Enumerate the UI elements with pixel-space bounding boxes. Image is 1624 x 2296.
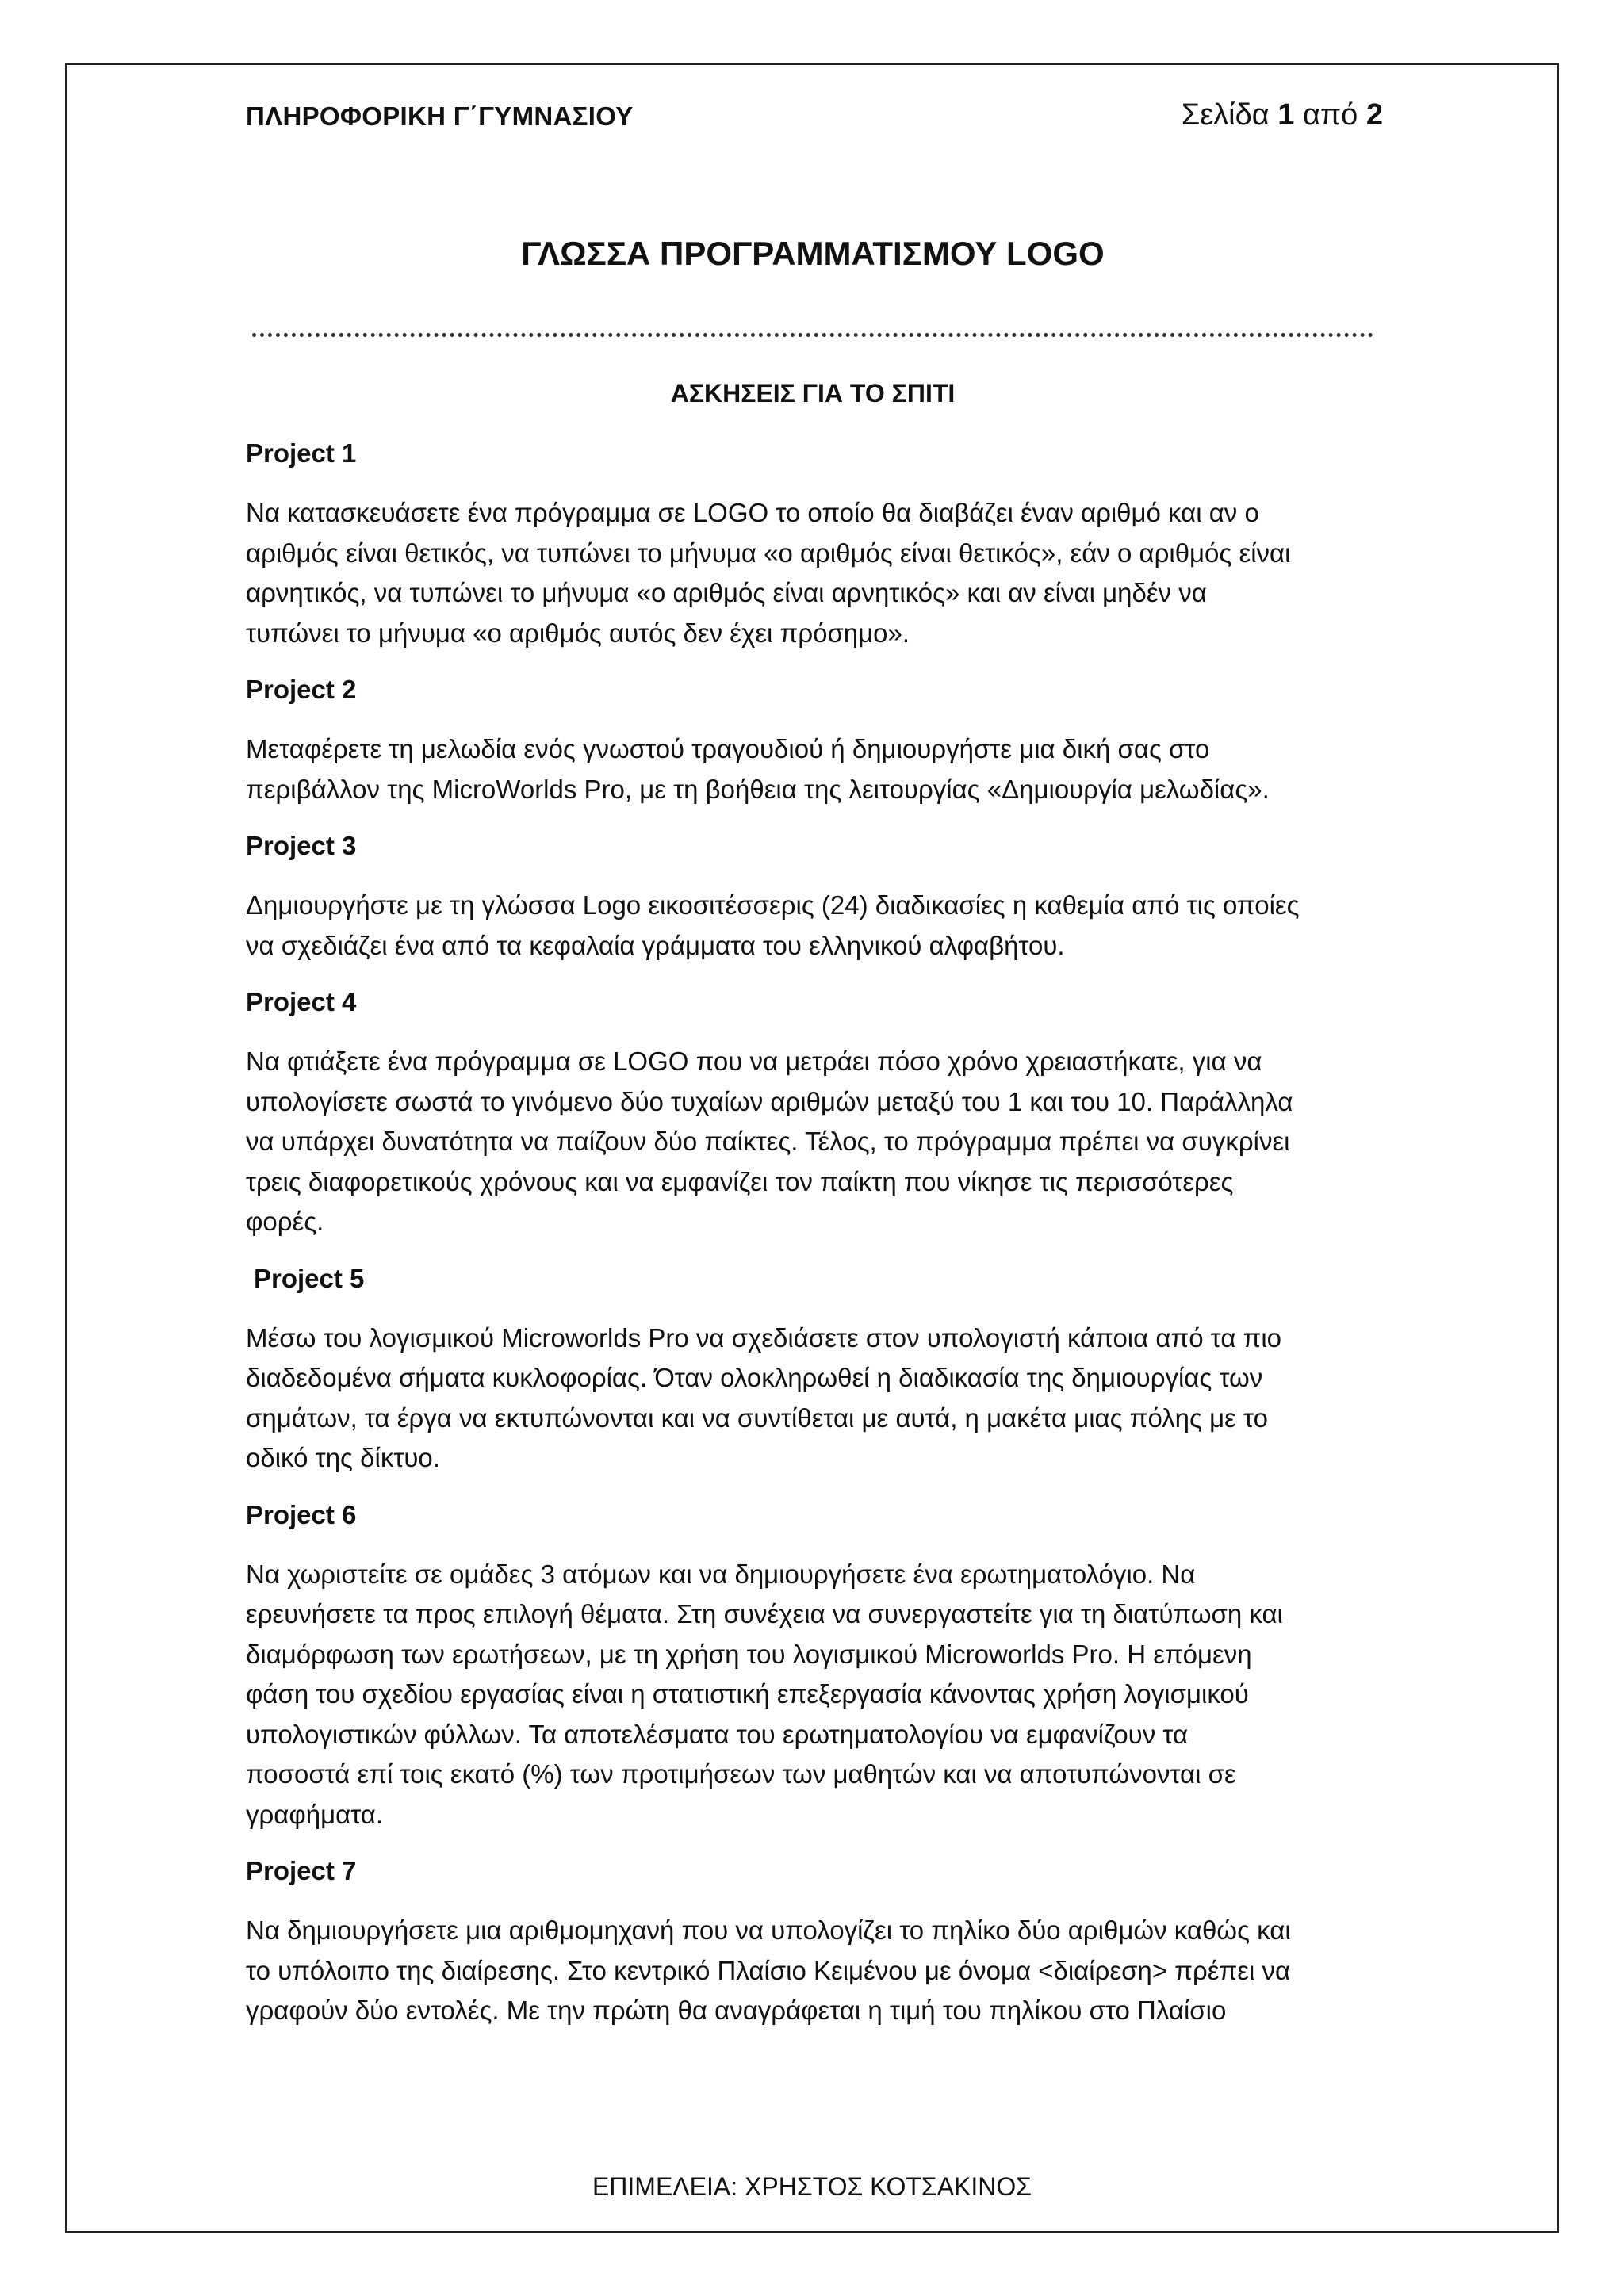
text-line: ερευνήσετε τα προς επιλογή θέματα. Στη συνέχεια να συνεργαστείτε για τη διατύπωση και (246, 1599, 1283, 1628)
project-6 (246, 1498, 1380, 1835)
project-4 (246, 985, 1380, 1242)
header-subject: ΠΛΗΡΟΦΟΡΙΚΗ Γ΄ΓΥΜΝΑΣΙΟΥ (246, 101, 634, 131)
text-line: Μέσω του λογισμικού Microworlds Pro να σχεδιάσετε στον υπολογιστή κάποια από τα πιο (246, 1322, 1282, 1353)
project-title: Project 1 (246, 438, 357, 468)
project-5 (246, 1261, 1380, 1479)
project-title: Project 3 (246, 831, 357, 860)
text-line: να υπάρχει δυνατότητα να παίζουν δύο παίκτες. Τέλος, το πρόγραμμα πρέπει να συγκρίνει (246, 1127, 1290, 1156)
project-description (246, 1318, 1380, 1479)
project-3 (246, 828, 1380, 966)
project-description (246, 1042, 1380, 1242)
document-title: ΓΛΩΣΣΑ ΠΡΟΓΡΑΜΜΑΤΙΣΜΟΥ LOGO (521, 235, 1105, 272)
text-line: Να κατασκευάσετε ένα πρόγραμμα σε LOGO το οποίο θα διαβάζει έναν αριθμό και αν ο (246, 498, 1259, 527)
page-current: 1 (1277, 98, 1295, 132)
project-title: Project 2 (246, 675, 357, 704)
text-line: φάση του σχεδίου εργασίας είναι η στατιστική επεξεργασία κάνοντας χρήση λογισμικού (246, 1679, 1249, 1709)
text-line: τυπώνει το μήνυμα «ο αριθμός αυτός δεν έχει πρόσημο». (246, 618, 910, 648)
project-description (246, 886, 1380, 966)
project-description (246, 493, 1380, 653)
text-line: διαμόρφωση των ερωτήσεων, με τη χρήση του λογισμικού Microworlds Pro. Η επόμενη (246, 1639, 1252, 1669)
text-line: γραφούν δύο εντολές. Με την πρώτη θα αναγράφεται η τιμή του πηλίκου στο Πλαίσιο (246, 1996, 1227, 2025)
text-line: ποσοστά επί τοις εκατό (%) των προτιμήσεων των μαθητών και να αποτυπώνονται σε (246, 1759, 1236, 1789)
text-line: οδικό της δίκτυο. (246, 1443, 440, 1472)
text-line: υπολογιστικών φύλλων. Τα αποτελέσματα του ερωτηματολογίου να εμφανίζουν τα (246, 1719, 1189, 1749)
text-line: διαδεδομένα σήματα κυκλοφορίας. Όταν ολοκληρωθεί η διαδικασία της δημιουργίας των (246, 1363, 1263, 1392)
text-line: Να δημιουργήσετε μια αριθμομηχανή που να υπολογίζει το πηλίκο δύο αριθμών καθώς και (246, 1915, 1291, 1945)
text-line: σημάτων, τα έργα να εκτυπώνονται και να συντίθεται με αυτά, η μακέτα μιας πόλης με το (246, 1402, 1268, 1433)
page-number (1182, 98, 1383, 132)
text-line: Να φτιάξετε ένα πρόγραμμα σε LOGO που να μετράει πόσο χρόνο χρειαστήκατε, για να (246, 1047, 1262, 1076)
text-line: περιβάλλον της MicroWorlds Pro, με τη βοήθεια της λειτουργίας «Δημιουργία μελωδίας». (246, 774, 1270, 804)
project-1 (246, 436, 1380, 653)
dotted-divider (252, 333, 1373, 337)
text-line: φορές. (246, 1207, 324, 1236)
project-title: Project 5 (254, 1263, 365, 1293)
text-line: Δημιουργήστε με τη γλώσσα Logo εικοσιτέσσερις (24) διαδικασίες η καθεμία από τις οποίες (246, 890, 1300, 920)
project-title: Project 7 (246, 1856, 357, 1885)
text-line: αριθμός είναι θετικός, να τυπώνει το μήνυμα «ο αριθμός είναι θετικός», εάν ο αριθμός είναι (246, 538, 1291, 568)
page-word: Σελίδα (1181, 98, 1270, 132)
text-line: Μεταφέρετε τη μελωδία ενός γνωστού τραγουδιού ή δημιουργήστε μια δική σας στο (246, 734, 1210, 763)
text-line: το υπόλοιπο της διαίρεσης. Στο κεντρικό Πλαίσιο Κειμένου με όνομα <διαίρεση> πρέπει να (246, 1955, 1291, 1985)
text-line: αρνητικός, να τυπώνει το μήνυμα «ο αριθμός είναι αρνητικός» και αν είναι μηδέν να (246, 578, 1207, 607)
text-line: υπολογίσετε σωστά το γινόμενο δύο τυχαίων αριθμών μεταξύ του 1 και του 10. Παράλληλα (246, 1086, 1293, 1116)
project-7 (246, 1854, 1380, 2031)
text-line: Να χωριστείτε σε ομάδες 3 ατόμων και να δημιουργήσετε ένα ερωτηματολόγιο. Να (246, 1559, 1196, 1589)
projects-list (246, 436, 1380, 2050)
project-title: Project 6 (246, 1499, 357, 1529)
text-line: να σχεδιάζει ένα από τα κεφαλαία γράμματα του ελληνικού αλφαβήτου. (246, 930, 1065, 960)
page-of: από (1302, 98, 1358, 132)
project-description (246, 729, 1380, 809)
text-line: γραφήματα. (246, 1799, 384, 1829)
project-2 (246, 672, 1380, 809)
project-description (246, 1911, 1380, 2031)
project-description (246, 1555, 1380, 1835)
text-line: τρεις διαφορετικούς χρόνους και να εμφανίζει τον παίκτη που νίκησε τις περισσότερες (246, 1166, 1234, 1196)
page-total: 2 (1365, 98, 1383, 132)
project-title: Project 4 (246, 987, 357, 1016)
section-heading: ΑΣΚΗΣΕΙΣ ΓΙΑ ΤΟ ΣΠΙΤΙ (670, 379, 956, 408)
footer-credit: ΕΠΙΜΕΛΕΙΑ: ΧΡΗΣΤΟΣ ΚΟΤΣΑΚΙΝΟΣ (592, 2172, 1032, 2201)
